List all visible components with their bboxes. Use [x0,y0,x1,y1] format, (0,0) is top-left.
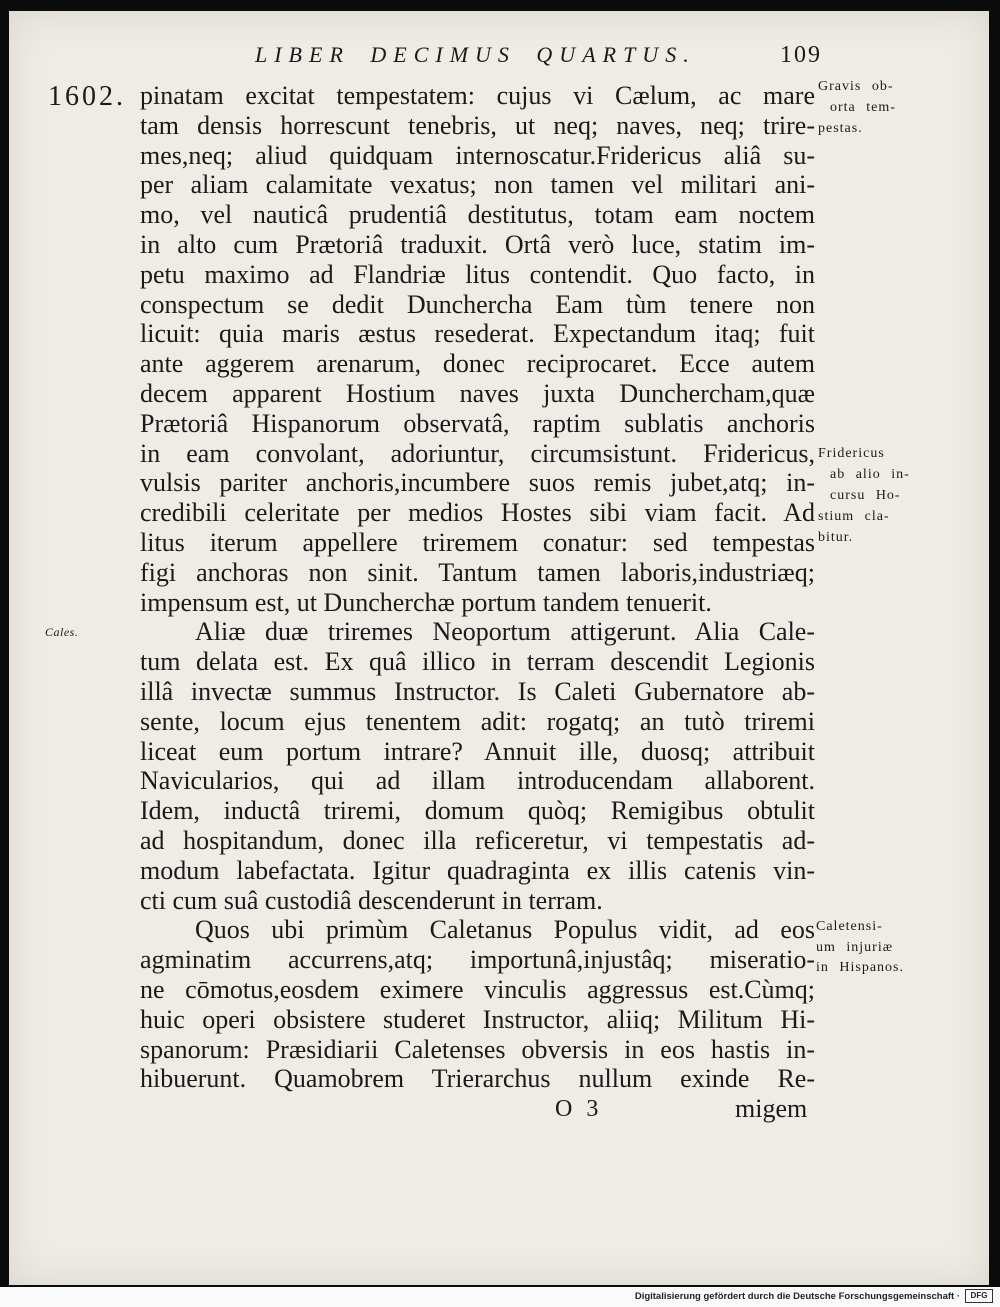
margin-note-line: orta tem- [830,100,896,115]
text-line: tum delata est. Ex quâ illico in terram descendit Legionis [140,647,815,677]
text-line: agminatim accurrens,atq; importunâ,injustâq; miseratio- [140,945,815,975]
text-line: in alto cum Prætoriâ traduxit. Ortâ verò luce, statim im- [140,229,815,259]
text-line: conspectum se dedit Dunchercha Eam tùm tenere non [140,289,815,319]
text-line: impensum est, ut Duncherchæ portum tandem tenuerit. [140,587,712,617]
margin-note [818,76,896,139]
text-line: ante aggerem arenarum, donec reciprocaret. Ecce autem [140,349,815,379]
footer-bar [0,1287,1000,1307]
margin-note-line: bitur. [818,530,854,545]
text-line: petu maximo ad Flandriæ litus contendit. Quo facto, in [140,259,815,289]
margin-note-line: stium cla- [818,509,890,524]
catchword: migem [735,1094,808,1123]
margin-note-line: cursu Ho- [830,488,901,503]
text-line: liceat eum portum intrare? Annuit ille, duosq; attribuit [140,736,815,766]
running-title: LIBER DECIMUS QUARTUS. [255,42,696,67]
text-line: litus iterum appellere triremem conatur: sed tempestas [140,527,815,557]
text-line: modum labefactata. Igitur quadraginta ex illis catenis vin- [140,855,815,885]
text-line: in eam convolant, adoriuntur, circumsistunt. Fridericus, [140,438,815,468]
text-line: per aliam calamitate vexatus; non tamen vel militari ani- [140,170,815,200]
text-line: decem apparent Hostium naves juxta Dunchercham,quæ [140,378,815,408]
text-line: spanorum: Præsidiarii Caletenses obversis in eos hastis in- [140,1034,815,1064]
text-line: Aliæ duæ triremes Neoportum attigerunt. Alia Cale- [195,617,815,647]
text-line: ad hospitandum, donec illa reficeretur, vi tempestatis ad- [140,825,815,855]
text-line: mo, vel nauticâ prudentiâ destitutus, totam eam noctem [140,200,815,230]
text-line: illâ invectæ summus Instructor. Is Caleti Gubernatore ab- [140,676,815,706]
margin-note-line: in Hispanos. [816,960,904,975]
margin-note [816,917,904,979]
text-line: credibili celeritate per medios Hostes sibi viam facit. Ad [140,498,815,528]
dfg-logo-icon: DFG [965,1289,993,1303]
margin-note-line: um injuriæ [816,939,894,955]
paragraph [140,915,815,1094]
text-line: Prætoriâ Hispanorum observatâ, raptim sublatis anchoris [140,408,815,438]
text-line: Idem, inductâ triremi, domum quòq; Remigibus obtulit [140,796,815,826]
margin-note-line: pestas. [818,121,863,136]
paragraph [140,81,815,617]
margin-note-left: Cales. [45,625,79,639]
text-line: pinatam excitat tempestatem: cujus vi Cælum, ac mare [140,81,815,110]
text-line: hibuerunt. Quamobrem Trierarchus nullum exinde Re- [140,1064,815,1094]
text-line: mes,neq; aliud quidquam internoscatur.Fridericus aliâ su- [140,140,815,170]
funding-credit: Digitalisierung gefördert durch die Deutsche Forschungsgemeinschaft · [634,1291,960,1302]
text-line: figi anchoras non sinit. Tantum tamen laboris,industriæq; [140,557,815,587]
paragraph [140,617,815,915]
margin-note-line: Fridericus [818,446,885,461]
margin-note-line: Caletensi- [816,919,883,934]
page-number: 109 [780,42,822,68]
margin-year: 1602. [48,81,126,112]
text-line: tam densis horrescunt tenebris, ut neq; naves, neq; trire- [140,110,815,140]
margin-note [818,443,910,548]
text-line: sente, locum ejus tenentem adit: rogatq; an tutò triremi [140,706,815,736]
text-line: Navicularios, qui ad illam introducendam allaborent. [140,766,815,796]
margin-note-line: Gravis ob- [818,79,894,94]
text-line: licuit: quia maris æstus resederat. Expectandum itaq; fuit [140,319,815,349]
signature-mark: O 3 [555,1096,603,1122]
text-line: cti cum suâ custodiâ descenderunt in terram. [140,885,603,915]
text-line: ne cōmotus,eosdem eximere vinculis aggressus est.Cùmq; [140,974,815,1004]
text-line: vulsis pariter anchoris,incumbere suos remis jubet,atq; in- [140,468,815,498]
main-text [140,81,815,1094]
margin-note-line: ab alio in- [830,467,910,482]
text-line: huic operi obsistere studeret Instructor, aliiq; Militum Hi- [140,1004,815,1034]
text-line: Quos ubi primùm Caletanus Populus vidit, ad eos [195,915,815,945]
